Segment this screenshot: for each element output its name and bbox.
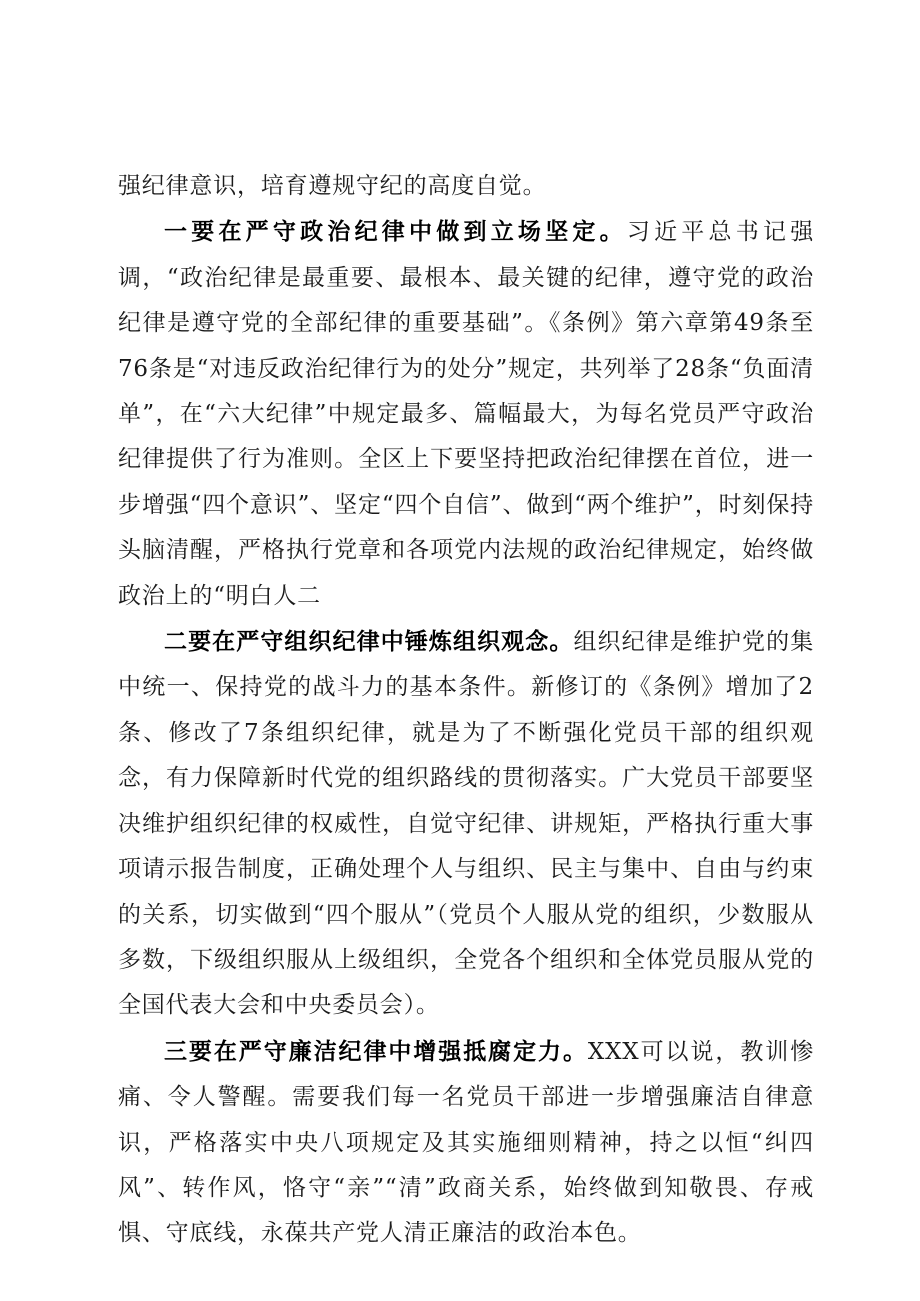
paragraph-integrity-discipline [118,1029,814,1257]
paragraph-heading: 一要在严守政治纪律中做到立场坚定。 [164,218,627,246]
paragraph-text: 强纪律意识，培育遵规守纪的高度自觉。 [118,173,547,199]
document-body [118,164,814,1257]
paragraph-text: 组织纪律是维护党的集中统一、保持党的战斗力的基本条件。新修订的《条例》增加了2条、修改了7条组织纪律，就是为了不断强化党员干部的组织观念，有力保障新时代党的组织路线的贯彻落实。广大党员干部要坚决维护组织纪律的权威性，自觉守纪律、讲规矩，严格执行重大事项请示报告制度，正确处理个人与组织、民主与集中、自由与约束的关系，切实做到“四个服从”（党员个人服从党的组织，少数服从多数，下级组织服从上级组织，全党各个组织和全体党员服从党的全国代表大会和中央委员会）。 [118,629,814,1019]
paragraph-text: XXX可以说，教训惨痛、令人警醒。需要我们每一名党员干部进一步增强廉洁自律意识，严格落实中央八项规定及其实施细则精神，持之以恒“纠四风”、转作风，恪守“亲”“清”政商关系，始终做到知敬畏、存戒惧、守底线，永葆共产党人清正廉洁的政治本色。 [118,1038,814,1247]
paragraph-political-discipline [118,209,814,619]
paragraph-organizational-discipline [118,619,814,1029]
paragraph-intro-continuation [118,164,814,209]
paragraph-heading: 二要在严守组织纪律中锤炼组织观念。 [164,628,574,656]
paragraph-heading: 三要在严守廉洁纪律中增强抵腐定力。 [164,1037,588,1065]
paragraph-text: 习近平总书记强调，“政治纪律是最重要、最根本、最关键的纪律，遵守党的政治纪律是遵守党的全部纪律的重要基础”。《条例》第六章第49条至76条是“对违反政治纪律行为的处分”规定，共列举了28条“负面清单”，在“六大纪律”中规定最多、篇幅最大，为每名党员严守政治纪律提供了行为准则。全区上下要坚持把政治纪律摆在首位，进一步增强“四个意识”、坚定“四个自信”、做到“两个维护”，时刻保持头脑清醒，严格执行党章和各项党内法规的政治纪律规定，始终做政治上的“明白人二 [118,219,814,609]
